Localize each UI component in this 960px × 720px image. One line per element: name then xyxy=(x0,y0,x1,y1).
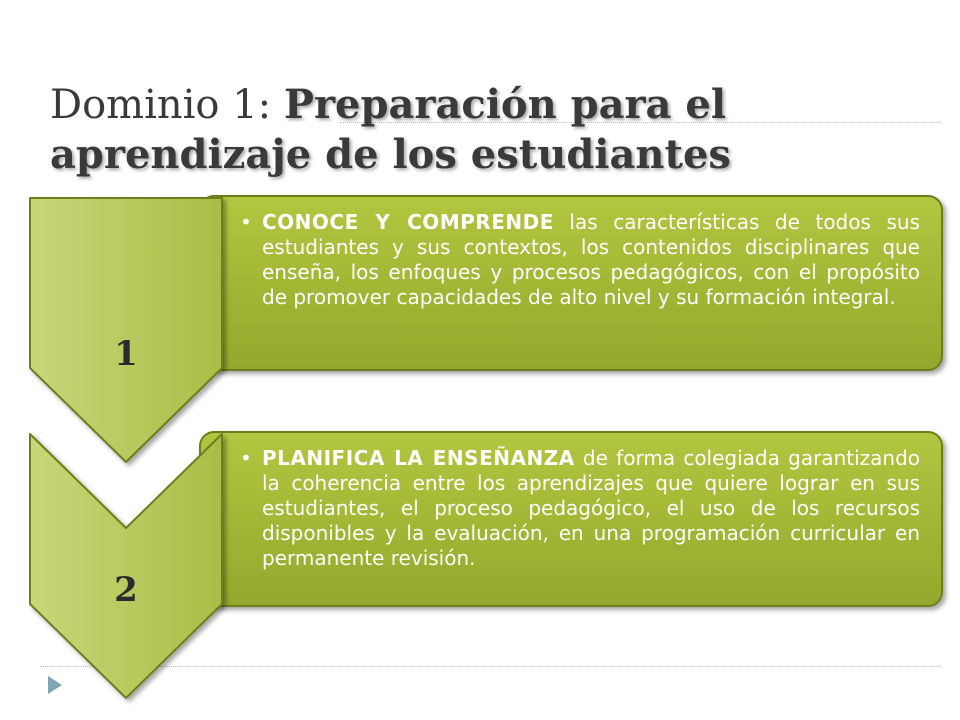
step-1-text xyxy=(232,210,920,310)
step-2-text xyxy=(232,446,920,571)
title-emphasis: Preparación para el aprendizaje de los estudiantes xyxy=(50,81,731,178)
step-1-body: las características de todos sus estudiantes y sus contextos, los contenidos disciplinares que enseña, los enfoques y procesos pedagógicos, con el propósito de promover capacidades de alto nivel y su formación integral. xyxy=(262,210,920,309)
step-2-number: 2 xyxy=(114,570,138,610)
step-2-chevron xyxy=(30,434,222,698)
title-prefix: Dominio 1: xyxy=(50,82,284,128)
play-arrow-icon[interactable] xyxy=(48,676,62,694)
step-1-number: 1 xyxy=(114,334,138,374)
step-1-chevron xyxy=(30,198,222,462)
step-2-lead: PLANIFICA LA ENSEÑANZA xyxy=(262,446,575,470)
bullet-icon: • xyxy=(240,210,252,234)
step-1-lead: CONOCE Y COMPRENDE xyxy=(262,210,554,234)
bullet-icon: • xyxy=(240,446,252,470)
step-2-body: de forma colegiada garantizando la coherencia entre los aprendizajes que quiere lograr en sus estudiantes, el proceso pedagógico, el uso de los recursos disponibles y la evaluación, en una programación curricular en permanente revisión. xyxy=(262,446,920,570)
